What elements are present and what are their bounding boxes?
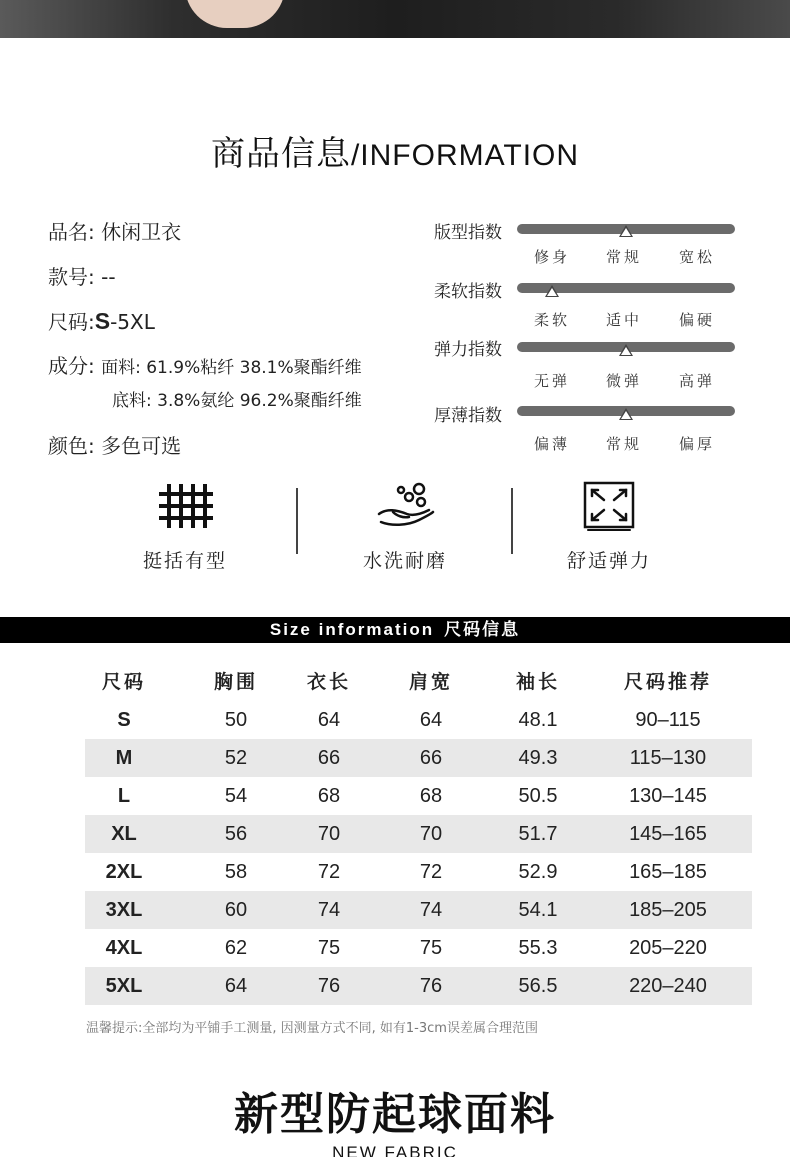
row-length: 76	[317, 975, 341, 997]
row-recommend: 205–220	[629, 937, 707, 959]
row-length: 66	[317, 747, 341, 769]
feature-divider-2	[511, 488, 513, 554]
row-shoulder: 74	[419, 899, 443, 921]
size-banner-en: Size information	[269, 620, 435, 639]
spec-name-label: 品名:	[48, 220, 95, 244]
row-sleeve: 56.5	[518, 975, 558, 997]
size-table	[85, 663, 752, 1005]
row-chest: 60	[224, 899, 248, 921]
index-softness-option-1: 柔软	[534, 311, 571, 329]
row-sleeve: 48.1	[518, 709, 558, 731]
index-softness-label: 柔软指数	[434, 282, 502, 302]
row-chest: 50	[224, 709, 248, 731]
row-chest: 54	[224, 785, 248, 807]
spec-model	[48, 261, 116, 290]
row-shoulder: 76	[419, 975, 443, 997]
index-softness-option-2: 适中	[606, 311, 643, 329]
spec-name	[48, 216, 181, 245]
index-elasticity-marker	[619, 344, 633, 356]
row-shoulder: 70	[419, 823, 443, 845]
row-shoulder: 72	[419, 861, 443, 883]
row-chest: 52	[224, 747, 248, 769]
table-row	[85, 815, 752, 853]
row-size: S	[117, 709, 131, 731]
info-title-zh: 商品信息	[210, 134, 351, 174]
feature-comfort-stretch-label: 舒适弹力	[566, 550, 651, 572]
spec-color-value: 多色可选	[101, 434, 182, 458]
row-chest: 62	[224, 937, 248, 959]
row-recommend: 185–205	[629, 899, 707, 921]
row-size: 2XL	[105, 861, 143, 883]
measurement-tip: 温馨提示:全部均为平铺手工测量, 因测量方式不同, 如有1-3cm误差属合理范围	[86, 1021, 538, 1036]
row-length: 70	[317, 823, 341, 845]
header-recommend: 尺码推荐	[623, 671, 712, 693]
row-size: XL	[111, 823, 137, 845]
index-thickness-option-3: 偏厚	[679, 435, 716, 453]
table-row	[85, 777, 752, 815]
row-size: M	[115, 747, 133, 769]
index-elasticity-option-2: 微弹	[606, 372, 643, 390]
row-sleeve: 52.9	[518, 861, 558, 883]
header-sleeve: 袖长	[515, 671, 560, 693]
row-sleeve: 49.3	[518, 747, 558, 769]
row-length: 68	[317, 785, 341, 807]
table-row	[85, 929, 752, 967]
row-shoulder: 68	[419, 785, 443, 807]
row-length: 75	[317, 937, 341, 959]
row-shoulder: 75	[419, 937, 443, 959]
spec-size-range: -5XL	[110, 310, 155, 334]
spec-composition-shell: 面料: 61.9%粘纤 38.1%聚酯纤维	[101, 358, 362, 378]
table-row	[85, 739, 752, 777]
product-photo-strip	[0, 0, 790, 38]
index-thickness-option-1: 偏薄	[534, 435, 571, 453]
info-title	[0, 126, 790, 175]
row-recommend: 145–165	[629, 823, 707, 845]
size-banner-zh: 尺码信息	[444, 620, 521, 640]
index-elasticity-label: 弹力指数	[434, 340, 502, 360]
row-chest: 56	[224, 823, 248, 845]
row-recommend: 220–240	[629, 975, 707, 997]
index-thickness-label: 厚薄指数	[434, 406, 502, 426]
row-recommend: 130–145	[629, 785, 707, 807]
index-fit-option-1: 修身	[534, 248, 571, 266]
feature-wash-resistant-label: 水洗耐磨	[362, 550, 447, 572]
spec-size-s: S	[94, 308, 111, 334]
row-shoulder: 66	[419, 747, 443, 769]
index-softness-option-3: 偏硬	[679, 311, 716, 329]
row-size: 4XL	[105, 937, 143, 959]
index-fit-option-2: 常规	[606, 248, 643, 266]
row-sleeve: 51.7	[518, 823, 558, 845]
grid-icon	[153, 480, 217, 532]
table-row	[85, 701, 752, 739]
info-title-en: /INFORMATION	[350, 139, 580, 172]
fabric-title: 新型防起球面料	[234, 1089, 556, 1140]
size-info-banner	[0, 617, 790, 643]
spec-color	[48, 430, 181, 459]
row-length: 64	[317, 709, 341, 731]
row-chest: 58	[224, 861, 248, 883]
washing-hand-icon	[373, 480, 437, 532]
index-thickness-marker	[619, 408, 633, 420]
spec-name-value: 休闲卫衣	[101, 220, 182, 244]
header-size: 尺码	[101, 671, 146, 693]
row-recommend: 115–130	[629, 747, 707, 769]
stretch-box-icon	[577, 480, 641, 532]
spec-model-label: 款号:	[48, 265, 95, 289]
index-fit-label: 版型指数	[434, 223, 502, 243]
row-size: 5XL	[105, 975, 143, 997]
garment-photo	[0, 0, 790, 38]
table-row	[85, 967, 752, 1005]
row-sleeve: 54.1	[518, 899, 558, 921]
fabric-subtitle: NEW FABRIC	[332, 1143, 458, 1157]
feature-divider-1	[296, 488, 298, 554]
spec-color-label: 颜色:	[48, 434, 95, 458]
index-elasticity-option-1: 无弹	[534, 372, 571, 390]
spec-composition	[48, 350, 362, 379]
feature-crisp-shape-label: 挺括有型	[142, 550, 227, 572]
table-row	[85, 891, 752, 929]
table-row	[85, 853, 752, 891]
header-chest: 胸围	[213, 671, 258, 693]
row-sleeve: 55.3	[518, 937, 558, 959]
table-header-row	[85, 663, 752, 701]
header-shoulder: 肩宽	[408, 671, 453, 693]
row-recommend: 90–115	[635, 709, 701, 731]
row-size: 3XL	[105, 899, 143, 921]
feature-crisp-shape	[90, 480, 280, 573]
header-length: 衣长	[306, 671, 351, 693]
index-softness-marker	[545, 285, 559, 297]
spec-composition-label: 成分:	[48, 354, 95, 378]
spec-size	[48, 306, 155, 335]
row-size: L	[117, 785, 131, 807]
row-length: 74	[317, 899, 341, 921]
index-fit-marker	[619, 225, 633, 237]
row-chest: 64	[224, 975, 248, 997]
row-length: 72	[317, 861, 341, 883]
spec-composition-base: 底料: 3.8%氨纶 96.2%聚酯纤维	[112, 391, 362, 411]
row-shoulder: 64	[419, 709, 443, 731]
index-fit-option-3: 宽松	[679, 248, 716, 266]
index-thickness-option-2: 常规	[606, 435, 643, 453]
row-sleeve: 50.5	[518, 785, 558, 807]
row-recommend: 165–185	[629, 861, 707, 883]
feature-wash-resistant	[310, 480, 500, 573]
spec-model-value: --	[101, 265, 116, 289]
index-elasticity-option-3: 高弹	[679, 372, 716, 390]
feature-comfort-stretch	[514, 480, 704, 573]
spec-size-label: 尺码:	[48, 310, 95, 334]
